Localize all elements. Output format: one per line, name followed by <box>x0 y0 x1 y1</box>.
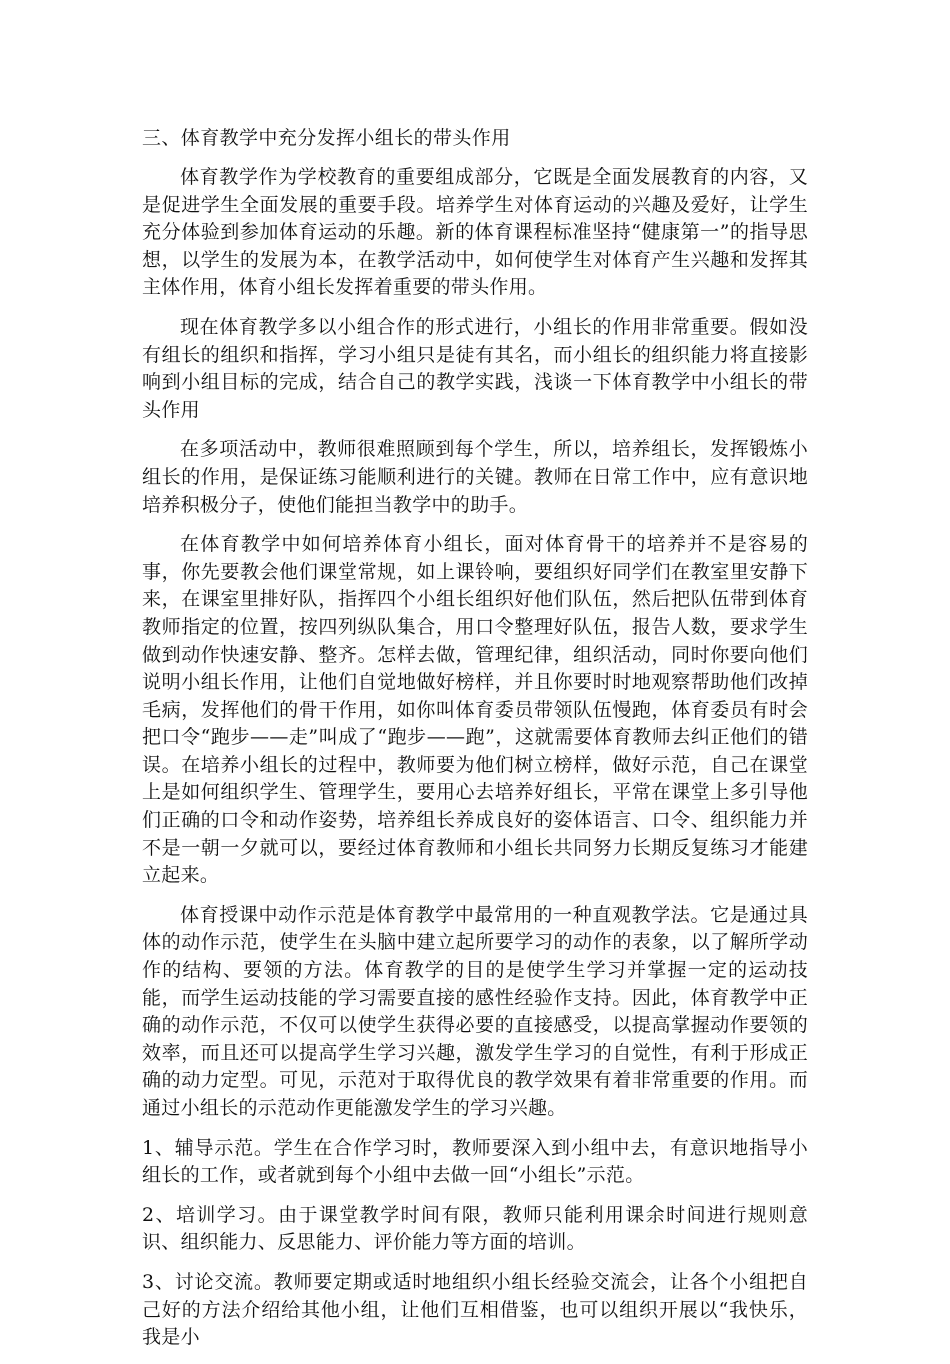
body-paragraph: 在体育教学中如何培养体育小组长，面对体育骨干的培养并不是容易的事，你先要教会他们课堂常规，如上课铃响，要组织好同学们在教室里安静下来，在课室里排好队，指挥四个小组长组织好他们队伍，然后把队伍带到体育教师指定的位置，按四列纵队集合，用口令整理好队伍，报告人数，要求学生做到动作快速安静、整齐。怎样去做，管理纪律，组织活动，同时你要向他们说明小组长作用，让他们自觉地做好榜样，并且你要时时地观察帮助他们改掉毛病，发挥他们的骨干作用，如你叫体育委员带领队伍慢跑，体育委员有时会把口令“跑步——走”叫成了“跑步——跑”，这就需要体育教师去纠正他们的错误。在培养小组长的过程中，教师要为他们树立榜样，做好示范，自己在课堂上是如何组织学生、管理学生，要用心去培养好组长，平常在课堂上多引导他们正确的口令和动作姿势，培养组长养成良好的姿体语言、口令、组织能力并不是一朝一夕就可以，要经过体育教师和小组长共同努力长期反复练习才能建立起来。 <box>142 533 808 887</box>
body-paragraph: 体育授课中动作示范是体育教学中最常用的一种直观教学法。它是通过具体的动作示范，使学生在头脑中建立起所要学习的动作的表象，以了解所学动作的结构、要领的方法。体育教学的目的是使学生学习并掌握一定的运动技能，而学生运动技能的学习需要直接的感性经验作支持。因此，体育教学中正确的动作示范，不仅可以使学生获得必要的直接感受，以提高掌握动作要领的效率，而且还可以提高学生学习兴趣，激发学生学习的自觉性，有利于形成正确的动力定型。可见，示范对于取得优良的教学效果有着非常重要的作用。而通过小组长的示范动作更能激发学生的学习兴趣。 <box>142 903 808 1119</box>
document-page <box>142 124 808 1364</box>
body-paragraph: 现在体育教学多以小组合作的形式进行，小组长的作用非常重要。假如没有组长的组织和指挥，学习小组只是徒有其名，而小组长的组织能力将直接影响到小组目标的完成，结合自己的教学实践，浅谈一下体育教学中小组长的带头作用 <box>142 315 808 421</box>
section-heading: 三、体育教学中充分发挥小组长的带头作用 <box>142 127 511 149</box>
body-paragraph: 体育教学作为学校教育的重要组成部分，它既是全面发展教育的内容，又是促进学生全面发展的重要手段。培养学生对体育运动的兴趣及爱好，让学生充分体验到参加体育运动的乐趣。新的体育课程标准坚持“健康第一”的指导思想，以学生的发展为本，在教学活动中，如何使学生对体育产生兴趣和发挥其主体作用，体育小组长发挥着重要的带头作用。 <box>142 166 808 299</box>
body-paragraph: 在多项活动中，教师很难照顾到每个学生，所以，培养组长，发挥锻炼小组长的作用，是保证练习能顺利进行的关键。教师在日常工作中，应有意识地培养积极分子，使他们能担当教学中的助手。 <box>142 438 808 516</box>
list-item: 3、讨论交流。教师要定期或适时地组织小组长经验交流会，让各个小组把自己好的方法介绍给其他小组，让他们互相借鉴，也可以组织开展以“我快乐，我是小 <box>142 1270 808 1349</box>
list-item: 2、培训学习。由于课堂教学时间有限，教师只能利用课余时间进行规则意识、组织能力、反思能力、评价能力等方面的培训。 <box>142 1203 808 1254</box>
list-item: 1、辅导示范。学生在合作学习时，教师要深入到小组中去，有意识地指导小组长的工作，或者就到每个小组中去做一回“小组长”示范。 <box>142 1136 808 1187</box>
